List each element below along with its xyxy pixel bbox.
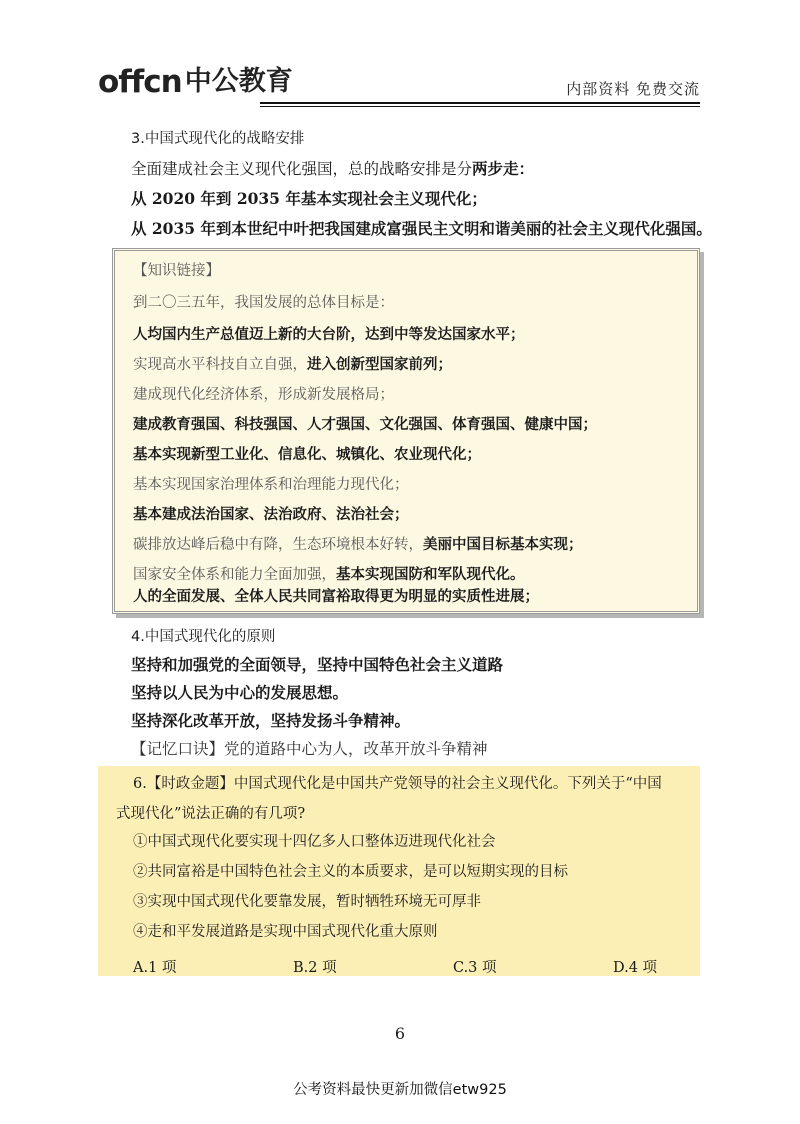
option-a[interactable]: A.1 项 bbox=[133, 960, 177, 976]
question-statement-4: ④走和平发展道路是实现中国式现代化重大原则 bbox=[133, 924, 438, 940]
section3-line1-bold: 两步走： bbox=[472, 159, 535, 178]
section3-line3: 从 2035 年到本世纪中叶把我国建成富强民主文明和谐美丽的社会主义现代化强国。 bbox=[131, 219, 712, 238]
section3-line2: 从 2020 年到 2035 年基本实现社会主义现代化； bbox=[131, 189, 487, 208]
knowledge-item-3: 建成现代化经济体系，形成新发展格局； bbox=[133, 387, 394, 403]
option-c[interactable]: C.3 项 bbox=[453, 960, 497, 976]
page-number: 6 bbox=[394, 1024, 406, 1043]
page-header bbox=[98, 64, 700, 104]
knowledge-item-8-normal: 碳排放达峰后稳中有降，生态环境根本好转， bbox=[133, 537, 423, 553]
knowledge-item-9-bold: 基本实现国防和军队现代化。 bbox=[336, 566, 525, 583]
knowledge-item-10: 人的全面发展、全体人民共同富裕取得更为明显的实质性进展； bbox=[133, 588, 539, 605]
knowledge-item-8 bbox=[133, 535, 583, 555]
knowledge-item-4: 建成教育强国、科技强国、人才强国、文化强国、体育强国、健康中国； bbox=[133, 416, 597, 433]
knowledge-label: 【知识链接】 bbox=[133, 263, 220, 279]
header-tag: 内部资料 免费交流 bbox=[566, 80, 700, 98]
offcn-logo bbox=[98, 64, 293, 100]
section4-line3: 坚持深化改革开放，坚持发扬斗争精神。 bbox=[131, 711, 411, 730]
knowledge-box bbox=[112, 248, 700, 614]
question-statement-2: ②共同富裕是中国特色社会主义的本质要求，是可以短期实现的目标 bbox=[133, 864, 568, 880]
knowledge-item-9-normal: 国家安全体系和能力全面加强， bbox=[133, 567, 336, 583]
section4-line1: 坚持和加强党的全面领导，坚持中国特色社会主义道路 bbox=[131, 655, 504, 674]
question-line2: 式现代化”说法正确的有几项? bbox=[116, 806, 306, 822]
knowledge-intro: 到二〇三五年，我国发展的总体目标是： bbox=[133, 295, 394, 311]
footer-text: 公考资料最快更新加微信etw925 bbox=[293, 1082, 507, 1098]
option-b[interactable]: B.2 项 bbox=[293, 960, 337, 976]
knowledge-item-5: 基本实现新型工业化、信息化、城镇化、农业现代化； bbox=[133, 446, 481, 463]
knowledge-item-6: 基本实现国家治理体系和治理能力现代化； bbox=[133, 477, 409, 493]
section3-title: 3.中国式现代化的战略安排 bbox=[131, 131, 305, 147]
knowledge-item-2-normal: 实现高水平科技自立自强， bbox=[133, 357, 307, 373]
knowledge-item-9 bbox=[133, 565, 525, 585]
header-rule bbox=[260, 102, 700, 104]
section3-line1 bbox=[131, 158, 534, 180]
knowledge-item-2-bold: 进入创新型国家前列； bbox=[307, 356, 452, 373]
question-line1: 6.【时政金题】中国式现代化是中国共产党领导的社会主义现代化。下列关于“中国 bbox=[133, 776, 662, 792]
section4-title: 4.中国式现代化的原则 bbox=[131, 629, 276, 645]
section4-line2: 坚持以人民为中心的发展思想。 bbox=[131, 683, 349, 702]
section3-line1-normal: 全面建成社会主义现代化强国，总的战略安排是分 bbox=[131, 160, 473, 178]
knowledge-item-7: 基本建成法治国家、法治政府、法治社会； bbox=[133, 506, 409, 523]
logo-cn-text: 中公教育 bbox=[184, 66, 293, 97]
question-statement-3: ③实现中国式现代化要靠发展，暂时牺牲环境无可厚非 bbox=[133, 894, 481, 910]
question-box bbox=[98, 766, 700, 976]
logo-latin-text: offcn bbox=[98, 64, 182, 100]
header-rule-thin bbox=[260, 106, 700, 107]
knowledge-item-1: 人均国内生产总值迈上新的大台阶，达到中等发达国家水平； bbox=[133, 326, 525, 343]
knowledge-item-8-bold: 美丽中国目标基本实现； bbox=[423, 536, 583, 553]
section4-mnemonic: 【记忆口诀】党的道路中心为人，改革开放斗争精神 bbox=[131, 740, 488, 758]
knowledge-item-2 bbox=[133, 355, 452, 375]
question-statement-1: ①中国式现代化要实现十四亿多人口整体迈进现代化社会 bbox=[133, 834, 496, 850]
option-d[interactable]: D.4 项 bbox=[613, 960, 658, 976]
